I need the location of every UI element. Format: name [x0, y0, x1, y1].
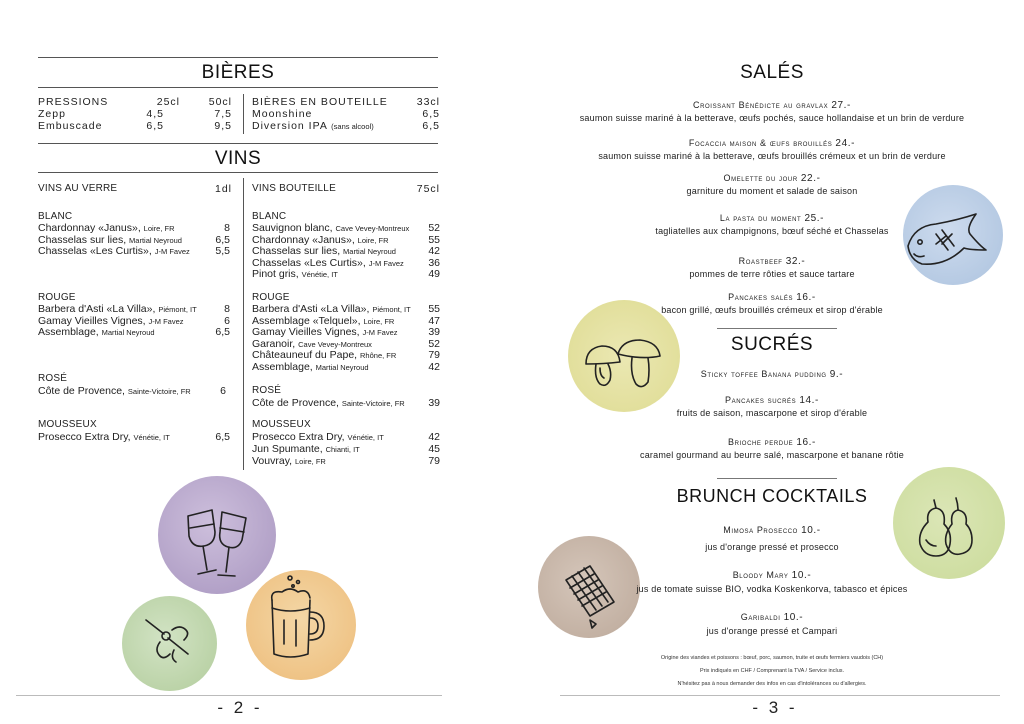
wine-name: Châteauneuf du Pape,	[252, 349, 358, 361]
wine-name: Chasselas «Les Curtis»,	[38, 245, 152, 257]
wine-category: ROUGE	[38, 292, 76, 303]
menu-item	[520, 138, 1024, 161]
wine-name: Chardonnay «Janus»,	[38, 222, 141, 234]
beer-row	[252, 120, 374, 133]
wine-price: 6	[224, 315, 230, 327]
dish-price: 9.-	[829, 369, 844, 380]
wine-row	[252, 361, 369, 374]
wine-origin: J-M Favez	[362, 328, 398, 337]
wine-origin: Cave Vevey-Montreux	[335, 224, 410, 233]
wine-name: Chardonnay «Janus»,	[252, 234, 355, 246]
beer-note: (sans alcool)	[331, 122, 374, 131]
dish-price: 27.-	[831, 100, 851, 111]
wine-origin: Vénétie, IT	[301, 270, 338, 279]
dish-description: jus d'orange pressé et Campari	[706, 626, 838, 636]
beer-name: Diversion IPA	[252, 120, 328, 132]
wine-price: 42	[428, 431, 440, 443]
menu-item	[520, 173, 1024, 196]
wine-name: Prosecco Extra Dry,	[38, 431, 131, 443]
wine-price: 42	[428, 245, 440, 257]
footer-note: Prix indiqués en CHF / Comprenant la TVA / Service inclus.	[699, 668, 845, 674]
wine-name: Barbera d'Asti «La Villa»,	[252, 303, 370, 315]
wine-origin: Martial Neyroud	[129, 236, 182, 245]
wine-name: Gamay Vieilles Vignes,	[38, 315, 146, 327]
dish-description: bacon grillé, œufs brouillés crémeux et sirop d'érable	[661, 305, 883, 315]
wine-origin: Sainte-Victoire, FR	[341, 399, 405, 408]
wine-name: Barbera d'Asti «La Villa»,	[38, 303, 156, 315]
beer-price: 9,5	[214, 120, 232, 132]
dish-description: pommes de terre rôties et sauce tartare	[689, 269, 855, 279]
sales-title: SALÉS	[740, 62, 804, 83]
footer-divider	[16, 695, 442, 696]
wine-price: 42	[428, 361, 440, 373]
pressions-header: PRESSIONS	[38, 96, 109, 108]
wine-price: 52	[428, 338, 440, 350]
wine-name: Chasselas «Les Curtis»,	[252, 257, 366, 269]
dish-price: 10.-	[801, 525, 821, 536]
dish-price: 22.-	[800, 173, 821, 184]
wine-row	[38, 245, 190, 258]
beer-price: 7,5	[214, 108, 232, 120]
beer-price: 4,5	[146, 108, 164, 120]
wine-origin: Piémont, IT	[158, 305, 197, 314]
menu-item	[520, 256, 1024, 279]
wine-row	[252, 397, 405, 410]
page-number: - 3 -	[752, 698, 798, 717]
bottle-wine-header: VINS BOUTEILLE	[252, 183, 336, 194]
page-number: - 2 -	[217, 698, 263, 717]
dish-name: Bloody Mary	[732, 570, 789, 580]
column-divider	[243, 178, 244, 470]
bieres-title: BIÈRES	[201, 62, 275, 83]
divider	[38, 57, 438, 58]
wine-name: Garanoir,	[252, 338, 296, 350]
pressions-col-50cl: 50cl	[208, 96, 232, 108]
wine-category: BLANC	[38, 211, 73, 222]
dish-description: jus d'orange pressé et prosecco	[705, 542, 839, 552]
wine-origin: Piémont, IT	[372, 305, 411, 314]
divider	[717, 328, 837, 329]
glass-wine-col-1dl: 1dl	[214, 183, 232, 195]
menu-item	[520, 612, 1024, 636]
wine-price: 5,5	[215, 245, 230, 257]
wine-origin: Martial Neyroud	[315, 363, 369, 372]
dish-name: Roastbeef	[738, 256, 783, 266]
wine-name: Gamay Vieilles Vignes,	[252, 326, 360, 338]
glass-wine-header: VINS AU VERRE	[38, 183, 118, 194]
bottle-beer-col-33cl: 33cl	[416, 96, 440, 108]
wine-price: 79	[428, 349, 440, 361]
dish-price: 16.-	[796, 437, 816, 448]
pressions-col-25cl: 25cl	[156, 96, 180, 108]
divider	[38, 143, 438, 144]
bottle-wine-col-75cl: 75cl	[416, 183, 440, 195]
wine-name: Côte de Provence,	[38, 385, 125, 397]
menu-page-2	[0, 0, 478, 724]
dish-description: caramel gourmand au beurre salé, mascarpone et banane rôtie	[640, 450, 904, 460]
wine-price: 79	[428, 455, 440, 467]
wine-category: MOUSSEUX	[38, 419, 97, 430]
corkscrew-icon	[140, 610, 200, 670]
menu-item	[520, 395, 1024, 418]
column-divider	[243, 94, 244, 134]
dish-name: Garibaldi	[740, 612, 781, 622]
dish-price: 16.-	[796, 292, 816, 303]
wine-name: Prosecco Extra Dry,	[252, 431, 345, 443]
divider	[717, 478, 837, 479]
wine-name: Assemblage,	[252, 361, 313, 373]
beer-mug-icon	[262, 572, 332, 664]
beer-price: 6,5	[146, 120, 164, 132]
wine-name: Chasselas sur lies,	[38, 234, 127, 246]
dish-name: Pancakes sucrés	[725, 395, 797, 405]
wine-glasses-icon	[182, 506, 254, 584]
bottle-beer-header: BIÈRES EN BOUTEILLE	[252, 96, 388, 108]
wine-row	[38, 326, 155, 339]
wine-name: Vouvray,	[252, 455, 293, 467]
footer-note: N'hésitez pas à nous demander des infos en cas d'intolérances ou d'allergies.	[677, 681, 867, 687]
dish-name: Sticky toffee Banana pudding	[700, 369, 827, 379]
wine-price: 39	[428, 397, 440, 409]
footer-note: Origine des viandes et poissons : bœuf, porc, saumon, truite et œufs fermiers vaudois (CH)	[660, 655, 884, 661]
wine-origin: J-M Favez	[154, 247, 190, 256]
wine-name: Sauvignon blanc,	[252, 222, 333, 234]
dish-name: La pasta du moment	[719, 213, 802, 223]
dish-name: Mimosa Prosecco	[723, 525, 798, 535]
wine-category: ROUGE	[252, 292, 290, 303]
wine-price: 6	[220, 385, 226, 397]
wine-origin: Martial Neyroud	[343, 247, 396, 256]
wine-category: ROSÉ	[252, 385, 282, 396]
dish-description: saumon suisse mariné à la betterave, œufs pochés, sauce hollandaise et un brin de verdure	[579, 113, 965, 123]
wine-price: 39	[428, 326, 440, 338]
beer-name: Zepp	[38, 108, 66, 120]
wine-name: Chasselas sur lies,	[252, 245, 341, 257]
dish-description: fruits de saison, mascarpone et sirop d'érable	[676, 408, 868, 418]
menu-item	[520, 292, 1024, 315]
wine-origin: J-M Favez	[148, 317, 184, 326]
wine-category: ROSÉ	[38, 373, 68, 384]
menu-item	[520, 213, 1024, 236]
menu-item	[520, 525, 1024, 552]
divider	[38, 87, 438, 88]
dish-description: garniture du moment et salade de saison	[686, 186, 858, 196]
dish-name: Brioche perdue	[728, 437, 794, 447]
menu-item	[520, 100, 1024, 123]
footer-divider	[560, 695, 1000, 696]
wine-name: Assemblage «Telquel»,	[252, 315, 361, 327]
wine-price: 55	[428, 234, 440, 246]
dish-price: 32.-	[785, 256, 806, 267]
dish-description: saumon suisse mariné à la betterave, œufs brouillés crémeux et un brin de verdure	[598, 151, 946, 161]
wine-price: 6,5	[215, 326, 230, 338]
wine-row	[38, 431, 170, 444]
menu-item	[520, 437, 1024, 460]
wine-origin: Loire, FR	[363, 317, 395, 326]
dish-price: 25.-	[804, 213, 825, 224]
vins-title: VINS	[214, 148, 262, 169]
wine-origin: Vénétie, IT	[347, 433, 384, 442]
wine-origin: Cave Vevey-Montreux	[298, 340, 372, 349]
wine-row	[252, 268, 338, 281]
dish-name: Croissant Bénédicte au gravlax	[693, 100, 829, 110]
cocktails-title: BRUNCH COCKTAILS	[676, 486, 868, 506]
menu-item	[520, 570, 1024, 594]
wine-origin: Vénétie, IT	[133, 433, 170, 442]
wine-row	[252, 455, 326, 468]
wine-price: 6,5	[215, 234, 230, 246]
wine-price: 8	[224, 222, 230, 234]
wine-price: 36	[428, 257, 440, 269]
sucres-title: SUCRÉS	[730, 334, 814, 355]
wine-category: BLANC	[252, 211, 287, 222]
wine-origin: Loire, FR	[143, 224, 175, 233]
dish-name: Pancakes salés	[728, 292, 794, 302]
wine-price: 6,5	[215, 431, 230, 443]
dish-name: Focaccia maison & œufs brouillés	[688, 138, 833, 148]
wine-origin: J-M Favez	[368, 259, 404, 268]
dish-name: Omelette du jour	[723, 173, 798, 183]
dish-description: jus de tomate suisse BIO, vodka Koskenkorva, tabasco et épices	[636, 584, 908, 594]
dish-price: 10.-	[783, 612, 804, 623]
beer-name: Moonshine	[252, 108, 313, 120]
beer-name: Embuscade	[38, 120, 103, 132]
dish-price: 10.-	[791, 570, 812, 581]
wine-price: 8	[224, 303, 230, 315]
menu-page-3	[520, 0, 1024, 724]
wine-origin: Sainte-Victoire, FR	[127, 387, 191, 396]
dish-description: tagliatelles aux champignons, bœuf séché et Chasselas	[655, 226, 889, 236]
wine-price: 47	[428, 315, 440, 327]
wine-row	[38, 385, 191, 398]
wine-price: 52	[428, 222, 440, 234]
divider	[38, 172, 438, 173]
wine-origin: Chianti, IT	[325, 445, 360, 454]
wine-category: MOUSSEUX	[252, 419, 311, 430]
menu-item	[520, 369, 1024, 380]
wine-name: Côte de Provence,	[252, 397, 339, 409]
wine-name: Jun Spumante,	[252, 443, 323, 455]
wine-origin: Rhône, FR	[360, 351, 397, 360]
wine-origin: Martial Neyroud	[101, 328, 155, 337]
wine-price: 55	[428, 303, 440, 315]
wine-origin: Loire, FR	[357, 236, 389, 245]
wine-name: Assemblage,	[38, 326, 99, 338]
beer-price: 6,5	[422, 120, 440, 132]
wine-name: Pinot gris,	[252, 268, 299, 280]
dish-price: 24.-	[835, 138, 856, 149]
dish-price: 14.-	[799, 395, 819, 406]
wine-price: 49	[428, 268, 440, 280]
wine-origin: Loire, FR	[295, 457, 326, 466]
beer-price: 6,5	[422, 108, 440, 120]
wine-price: 45	[428, 443, 440, 455]
